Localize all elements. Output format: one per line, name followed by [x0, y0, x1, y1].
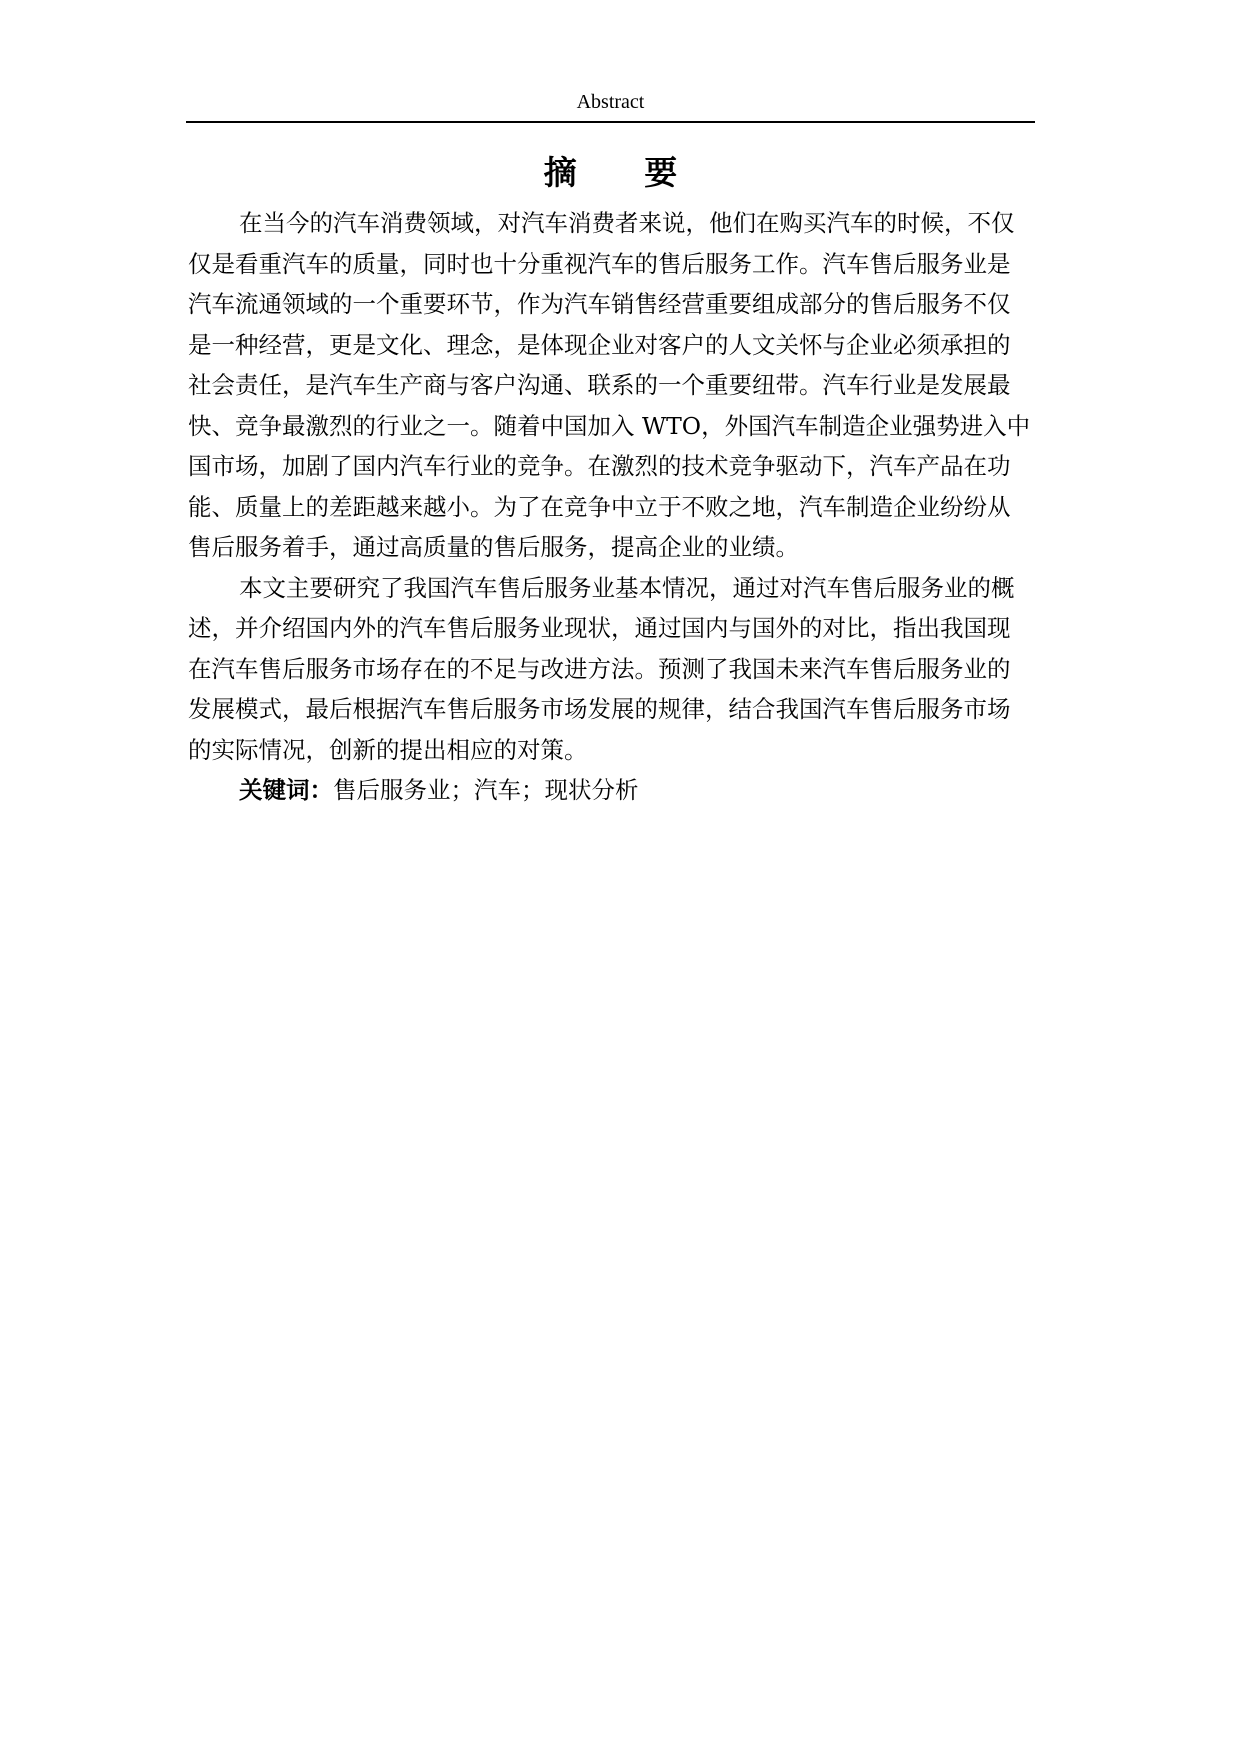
header-rule: [186, 121, 1035, 123]
keywords-line: [188, 770, 1068, 811]
abstract-title: 摘 要: [543, 153, 706, 192]
running-header: Abstract: [576, 91, 645, 113]
keywords-value: 售后服务业；汽车；现状分析: [333, 776, 639, 804]
abstract-body: [188, 203, 1068, 811]
keywords-label: 关键词：: [239, 776, 333, 804]
abstract-paragraph-2: 本文主要研究了我国汽车售后服务业基本情况，通过对汽车售后服务业的概 述，并介绍国内外的汽车售后服务业现状，通过国内与国外的对比，指出我国现 在汽车售后服务市场存在的不足与改进方法。预测了我国未来汽车售后服务业的 发展模式，最后根据汽车售后服务市场发展的规律，结合我国汽车售后服务市场 的实际情况，创新的提出相应的对策。: [188, 573, 1015, 764]
abstract-paragraph-1: 在当今的汽车消费领域，对汽车消费者来说，他们在购买汽车的时候，不仅 仅是看重汽车的质量，同时也十分重视汽车的售后服务工作。汽车售后服务业是 汽车流通领域的一个重要环节，作为汽车销售经营重要组成部分的售后服务不仅 是一种经营，更是文化、理念，是体现企业对客户的人文关怀与企业必须承担的 社会责任，是汽车生产商与客户沟通、联系的一个重要纽带。汽车行业是发展最 快、竞争最激烈的行业之一。随着中国加入 WTO，外国汽车制造企业强势进入中 国市场，加剧了国内汽车行业的竞争。在激烈的技术竞争驱动下，汽车产品在功 能、质量上的差距越来越小。为了在竞争中立于不败之地，汽车制造企业纷纷从 售后服务着手，通过高质量的售后服务，提高企业的业绩。: [188, 209, 1031, 561]
